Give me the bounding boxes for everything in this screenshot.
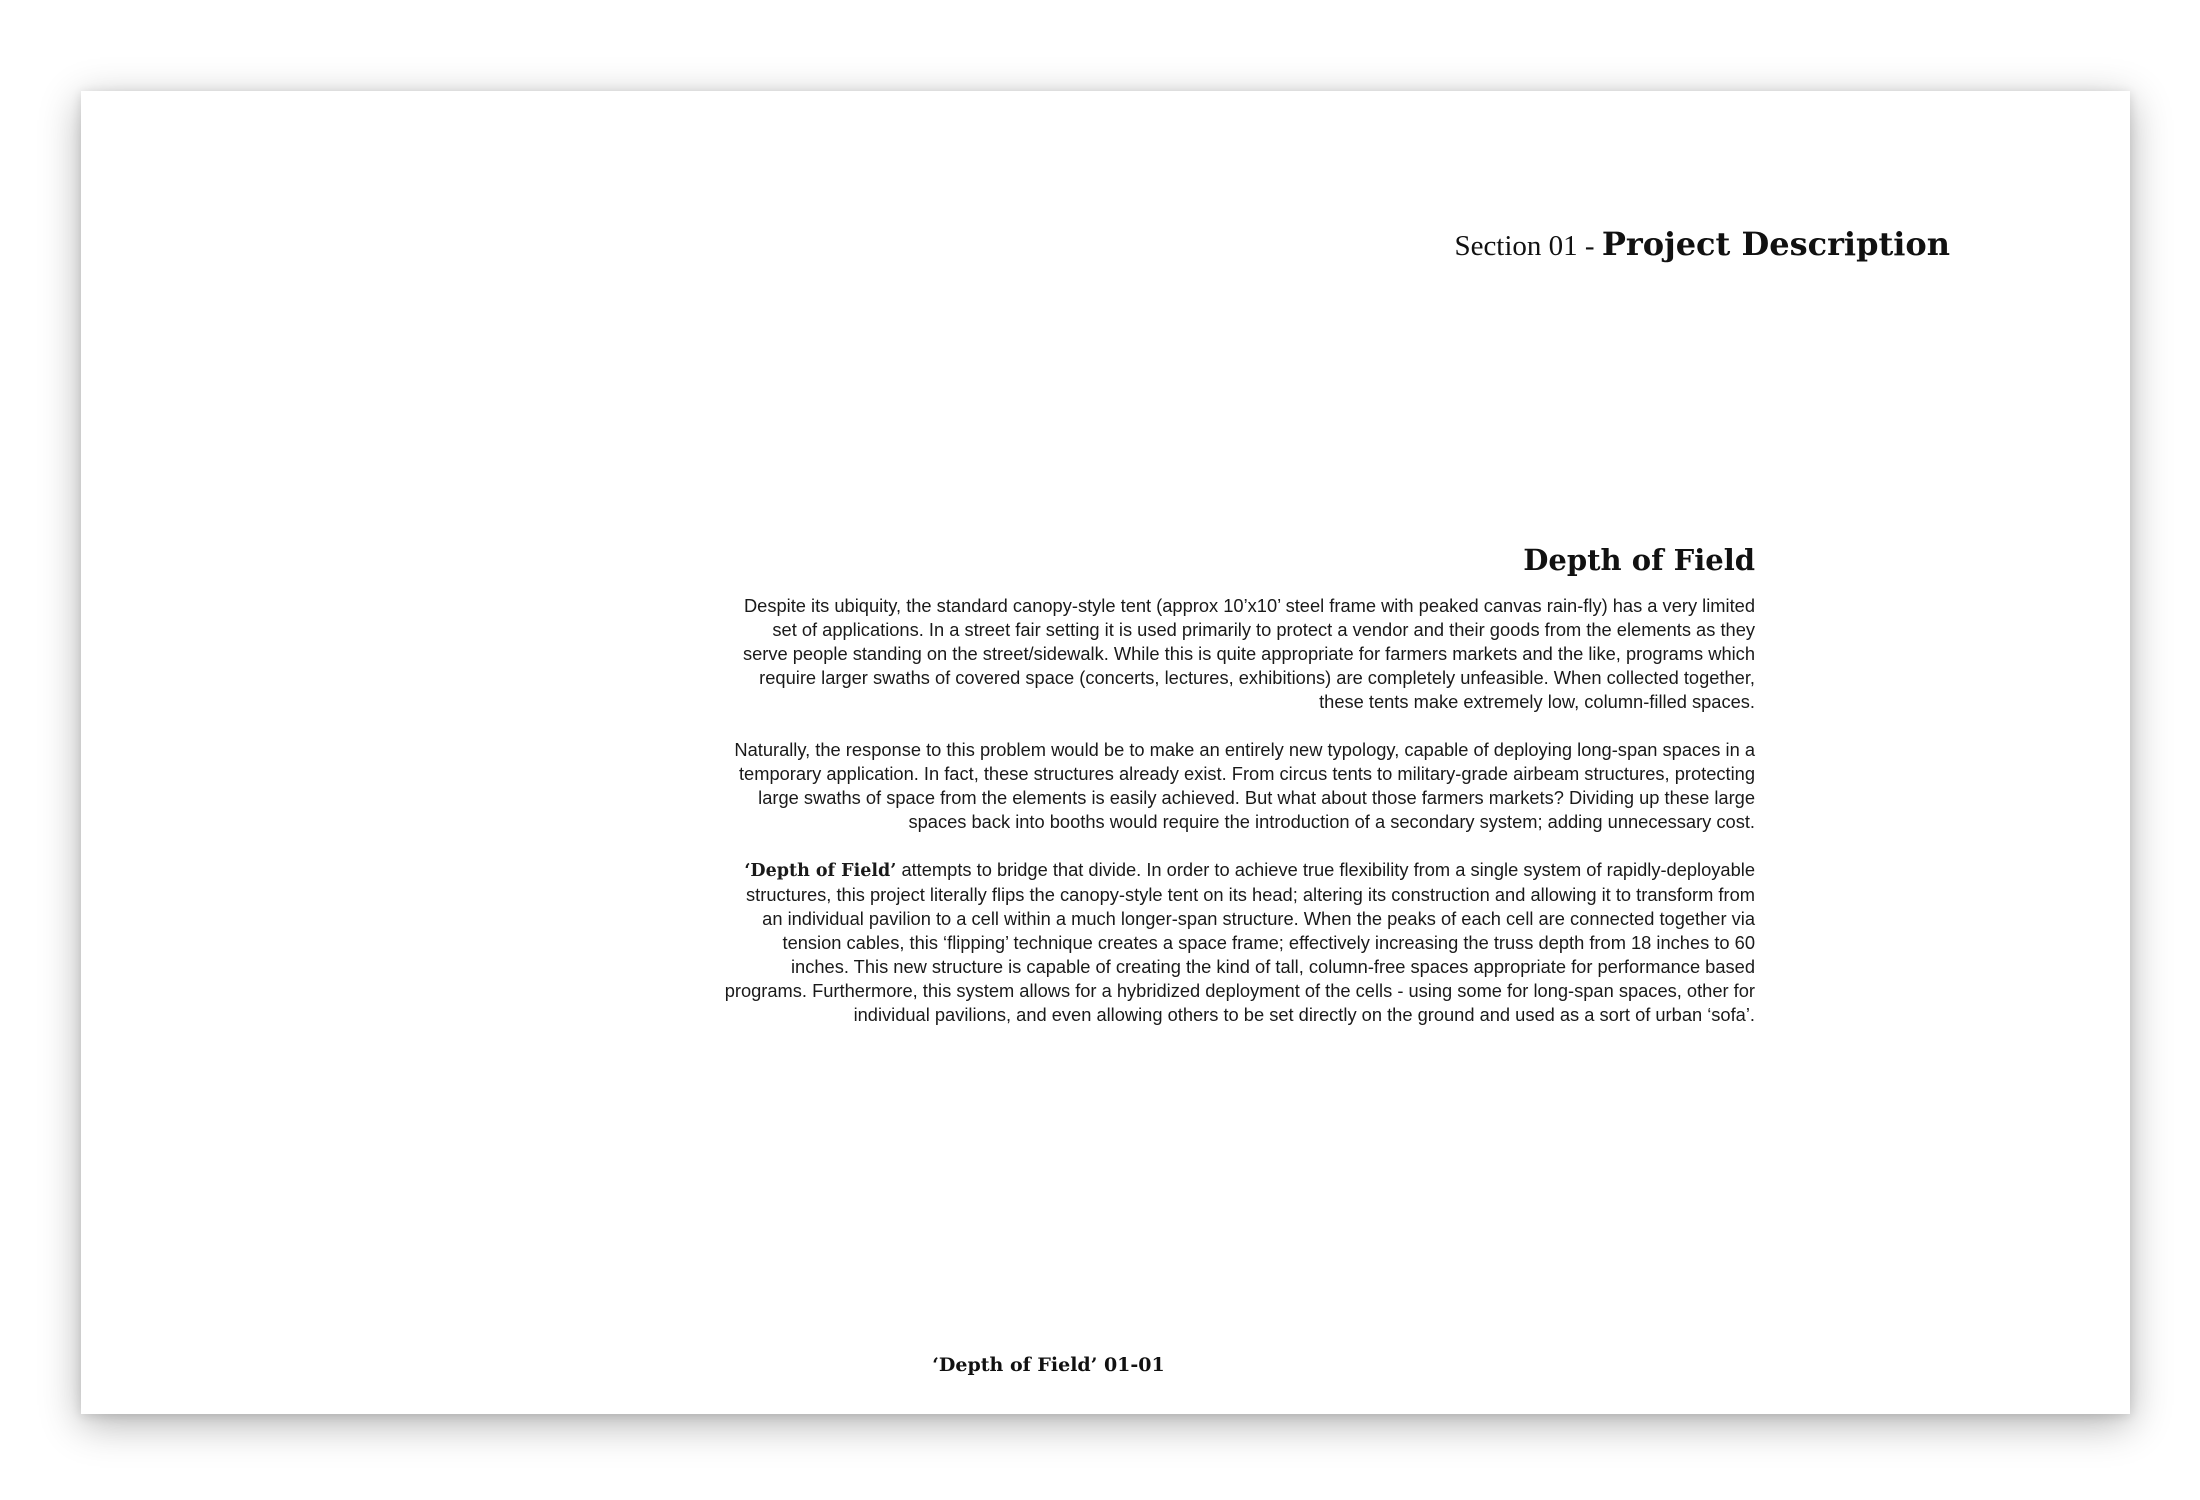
section-number: Section 01 - xyxy=(1454,230,1602,262)
page-footer xyxy=(81,1354,2130,1376)
section-heading xyxy=(1454,225,1950,263)
paragraph-1: Despite its ubiquity, the standard canopy-style tent (approx 10’x10’ steel frame with peaked canvas rain-fly) has a very limited set of applications. In a street fair setting it is used primarily to protect a vendor and their goods from the elements as they serve people standing on the street/sidewalk. While this is quite appropriate for farmers markets and the like, programs which require larger swaths of covered space (concerts, lectures, exhibitions) are completely unfeasible. When collected together, these tents make extremely low, column-filled spaces. xyxy=(742,594,1755,712)
paragraph-3-body: attempts to bridge that divide. In order to achieve true flexibility from a single system of rapidly-deployable structures, this project literally flips the canopy-style tent on its head; altering its construction and allowing it to transform from an individual pavilion to a cell within a much longer-span structure. When the peaks of each cell are connected together via tension cables, this ‘flipping’ technique creates a space frame; effectively increasing the truss depth from 18 inches to 60 inches. This new structure is capable of creating the kind of tall, column-free spaces appropriate for performance based programs. Furthermore, this system allows for a hybridized deployment of the cells - using some for long-span spaces, other for individual pavilions, and even allowing others to be set directly on the ground and used as a sort of urban ‘sofa’. xyxy=(724,858,1755,1025)
paragraph-3-lead: ‘Depth of Field’ xyxy=(744,860,897,881)
paragraph-2: Naturally, the response to this problem would be to make an entirely new typology, capable of deploying long-span spaces in a temporary application. In fact, these structures already exist. From circus tents to military-grade airbeam structures, protecting large swaths of space from the elements is easily achieved. But what about those farmers markets? Dividing up these large spaces back into booths would require the introduction of a secondary system; adding unnecessary cost. xyxy=(734,738,1755,832)
page-number-label: ‘Depth of Field’ 01-01 xyxy=(932,1354,1165,1376)
section-title: Project Description xyxy=(1601,225,1950,263)
paragraph-3 xyxy=(723,858,1755,1027)
project-description-article xyxy=(723,543,1755,1051)
document-page xyxy=(81,91,2130,1414)
article-title: Depth of Field xyxy=(1523,543,1755,577)
